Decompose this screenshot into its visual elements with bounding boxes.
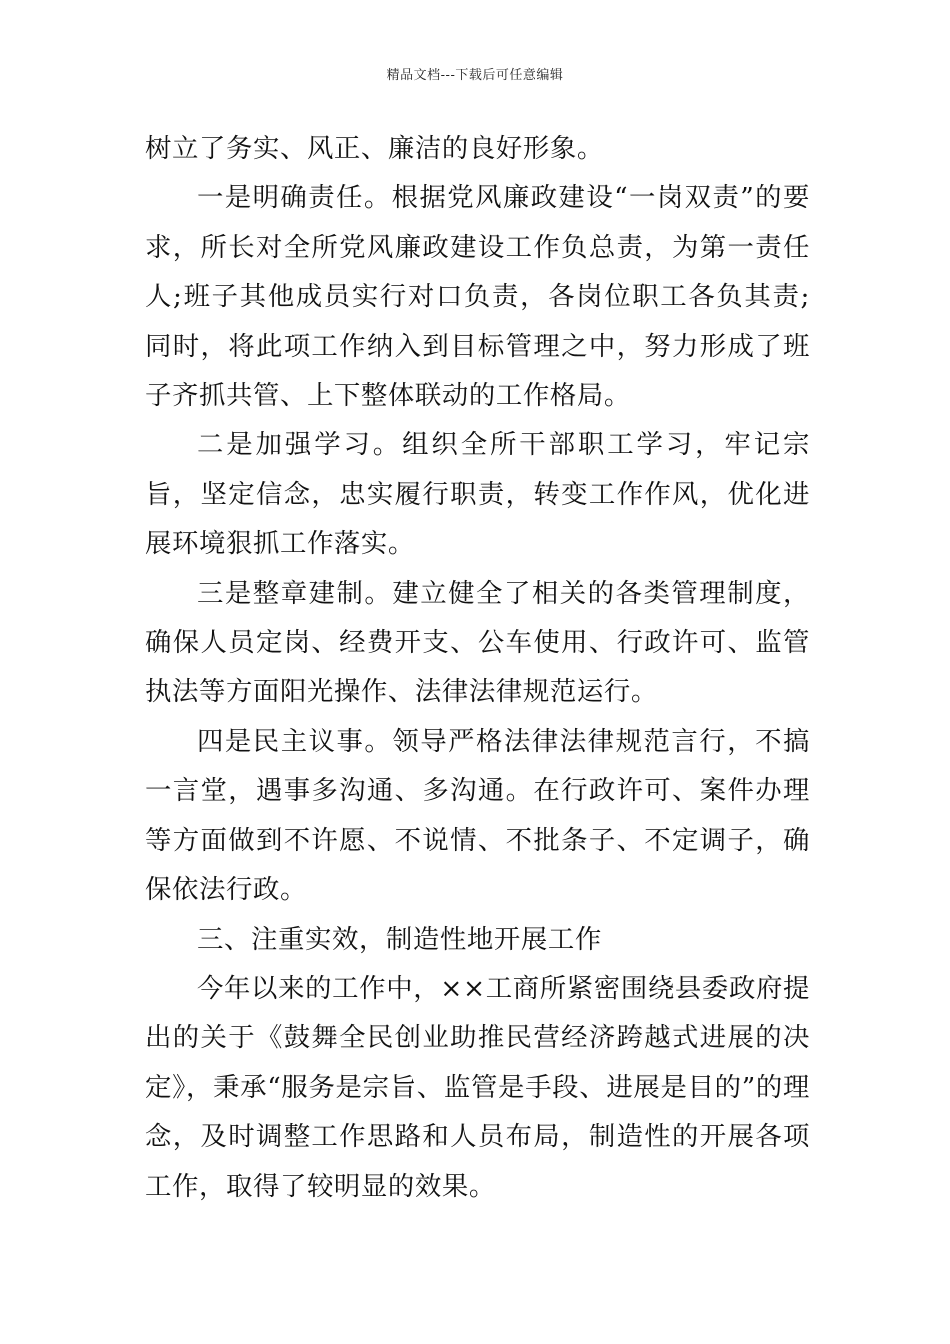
document-body xyxy=(145,124,810,1211)
paragraph-5: 四是民主议事。领导严格法律法律规范言行，不搞一言堂，遇事多沟通、多沟通。在行政许可、案件办理等方面做到不许愿、不说情、不批条子、不定调子，确保依法行政。 xyxy=(145,725,810,906)
paragraph-1: 树立了务实、风正、廉洁的良好形象。 xyxy=(145,133,604,164)
page-header: 精品文档---下载后可任意编辑 xyxy=(386,68,564,83)
paragraph-2: 一是明确责任。根据党风廉政建设“一岗双责”的要求，所长对全所党风廉政建设工作负总责，为第一责任人;班子其他成员实行对口负责，各岗位职工各负其责;同时，将此项工作纳入到目标管理之中，努力形成了班子齐抓共管、上下整体联动的工作格局。 xyxy=(145,182,810,412)
paragraph-3: 二是加强学习。组织全所干部职工学习，牢记宗旨，坚定信念，忠实履行职责，转变工作作风，优化进展环境狠抓工作落实。 xyxy=(145,429,810,560)
section-heading: 三、注重实效，制造性地开展工作 xyxy=(197,923,602,955)
paragraph-4: 三是整章建制。建立健全了相关的各类管理制度，确保人员定岗、经费开支、公车使用、行政许可、监管执法等方面阳光操作、法律法律规范运行。 xyxy=(145,577,810,708)
paragraph-7: 今年以来的工作中，××工商所紧密围绕县委政府提出的关于《鼓舞全民创业助推民营经济跨越式进展的决定》，秉承“服务是宗旨、监管是手段、进展是目的”的理念，及时调整工作思路和人员布局，制造性的开展各项工作，取得了较明显的效果。 xyxy=(145,972,810,1202)
